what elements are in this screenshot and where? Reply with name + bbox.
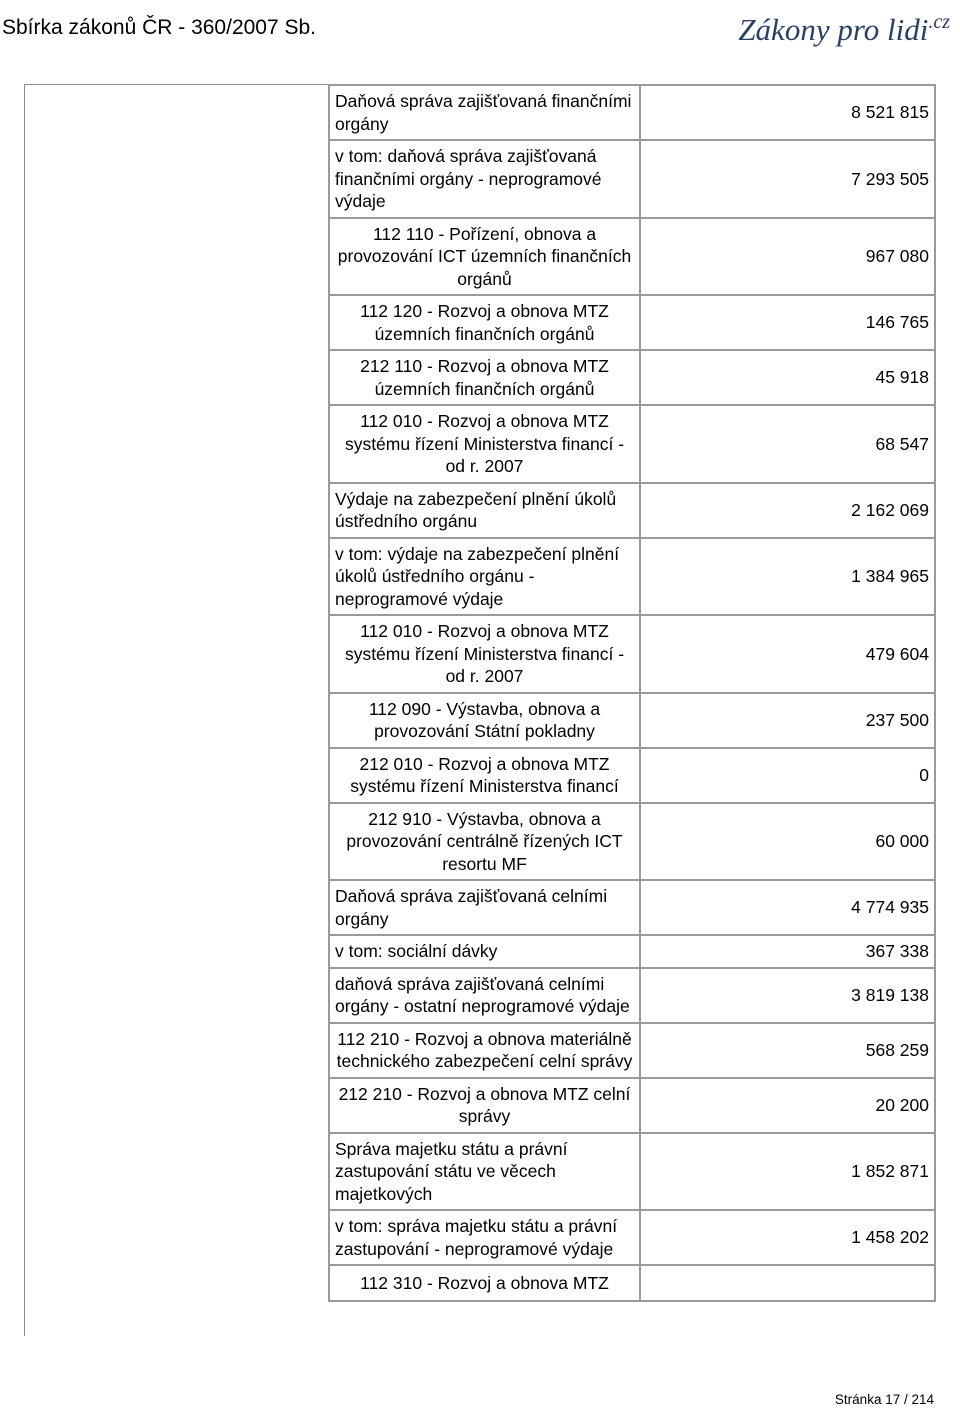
table-row (329, 748, 935, 803)
row-label: daňová správa zajišťovaná celními orgány - ostatní neprogramové výdaje (329, 968, 640, 1023)
table-row (329, 295, 935, 350)
table-row (329, 1078, 935, 1133)
row-label: 212 110 - Rozvoj a obnova MTZ územních finančních orgánů (329, 350, 640, 405)
row-value: 2 162 069 (640, 483, 935, 538)
row-value: 479 604 (640, 615, 935, 693)
document-title: Sbírka zákonů ČR - 360/2007 Sb. (2, 16, 317, 39)
site-logo[interactable] (738, 2, 950, 50)
row-value: 7 293 505 (640, 140, 935, 218)
row-value: 20 200 (640, 1078, 935, 1133)
row-value: 45 918 (640, 350, 935, 405)
row-value: 1 384 965 (640, 538, 935, 616)
table-row (329, 140, 935, 218)
page-number: Stránka 17 / 214 (834, 1392, 934, 1407)
row-value: 68 547 (640, 405, 935, 483)
row-label: 112 090 - Výstavba, obnova a provozování Státní pokladny (329, 693, 640, 748)
row-value: 8 521 815 (640, 85, 935, 140)
row-label: Správa majetku státu a právní zastupování státu ve věcech majetkových (329, 1133, 640, 1211)
brand-name: Zákony pro lidi (738, 12, 929, 47)
row-label: Daňová správa zajišťovaná finančními orgány (329, 85, 640, 140)
row-label: 112 010 - Rozvoj a obnova MTZ systému řízení Ministerstva financí - od r. 2007 (329, 405, 640, 483)
row-label: 112 310 - Rozvoj a obnova MTZ (329, 1265, 640, 1301)
row-label: 212 910 - Výstavba, obnova a provozování centrálně řízených ICT resortu MF (329, 803, 640, 881)
table-row (329, 968, 935, 1023)
row-value: 3 819 138 (640, 968, 935, 1023)
table-row (329, 85, 935, 140)
table-row (329, 350, 935, 405)
row-label: Daňová správa zajišťovaná celními orgány (329, 880, 640, 935)
table-row (329, 483, 935, 538)
row-value: 967 080 (640, 218, 935, 296)
table-row (329, 1023, 935, 1078)
row-value: 4 774 935 (640, 880, 935, 935)
table-row (329, 218, 935, 296)
table-row (329, 880, 935, 935)
table-row (329, 1210, 935, 1265)
table-row (329, 615, 935, 693)
row-value: 237 500 (640, 693, 935, 748)
row-value: 0 (640, 748, 935, 803)
row-value: 367 338 (640, 935, 935, 968)
page-frame-top-border (24, 84, 330, 85)
row-label: v tom: výdaje na zabezpečení plnění úkolů ústředního orgánu - neprogramové výdaje (329, 538, 640, 616)
table-row (329, 405, 935, 483)
page-frame-left-border (24, 84, 25, 1336)
row-label: 212 010 - Rozvoj a obnova MTZ systému řízení Ministerstva financí (329, 748, 640, 803)
table-row (329, 1265, 935, 1301)
table-row (329, 538, 935, 616)
row-label: v tom: sociální dávky (329, 935, 640, 968)
row-label: v tom: správa majetku státu a právní zastupování - neprogramové výdaje (329, 1210, 640, 1265)
row-label: v tom: daňová správa zajišťovaná finančními orgány - neprogramové výdaje (329, 140, 640, 218)
row-label: Výdaje na zabezpečení plnění úkolů ústředního orgánu (329, 483, 640, 538)
row-label: 112 110 - Pořízení, obnova a provozování ICT územních finančních orgánů (329, 218, 640, 296)
row-value: 146 765 (640, 295, 935, 350)
row-value: 1 852 871 (640, 1133, 935, 1211)
row-label: 112 010 - Rozvoj a obnova MTZ systému řízení Ministerstva financí - od r. 2007 (329, 615, 640, 693)
table-row (329, 935, 935, 968)
brand-tld: .cz (928, 11, 950, 33)
budget-table (328, 84, 936, 1302)
row-label: 112 210 - Rozvoj a obnova materiálně technického zabezpečení celní správy (329, 1023, 640, 1078)
table-row (329, 1133, 935, 1211)
row-value: 60 000 (640, 803, 935, 881)
row-label: 212 210 - Rozvoj a obnova MTZ celní správy (329, 1078, 640, 1133)
table-row (329, 803, 935, 881)
row-value: 568 259 (640, 1023, 935, 1078)
row-value: 1 458 202 (640, 1210, 935, 1265)
row-value (640, 1265, 935, 1301)
table-row (329, 693, 935, 748)
row-label: 112 120 - Rozvoj a obnova MTZ územních finančních orgánů (329, 295, 640, 350)
